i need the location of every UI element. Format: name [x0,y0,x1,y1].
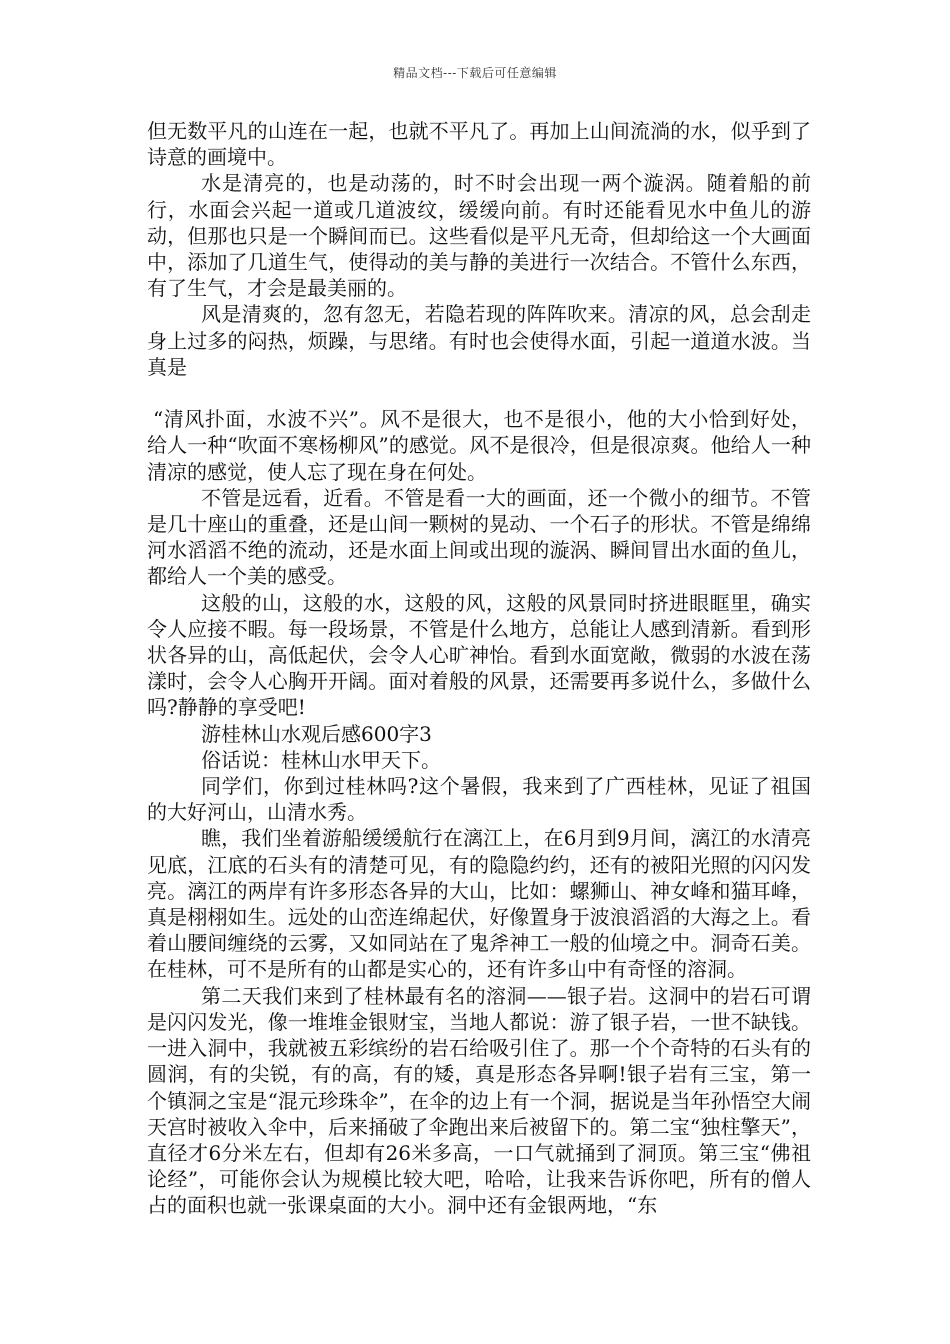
paragraph: 第二天我们来到了桂林最有名的溶洞——银子岩。这洞中的岩石可谓是闪闪发光，像一堆堆金银财宝，当地人都说：游了银子岩，一世不缺钱。一进入洞中，我就被五彩缤纷的岩石给吸引住了。那一个个奇特的石头有的圆润，有的尖锐，有的高，有的矮，真是形态各异啊!银子岩有三宝，第一个镇洞之宝是“混元珍珠伞”，在伞的边上有一个洞，据说是当年孙悟空大闹天宫时被收入伞中，后来捅破了伞跑出来后被留下的。第二宝“独柱擎天”，直径才6分米左右，但却有26米多高，一口气就捅到了洞顶。第三宝“佛祖论经”，可能你会认为规模比较大吧，哈哈，让我来告诉你吧，所有的僧人占的面积也就一张课桌面的大小。洞中还有金银两地，“东 [147,983,811,1218]
document-body [147,118,811,1219]
paragraph: 风是清爽的，忽有忽无，若隐若现的阵阵吹来。清凉的风，总会刮走身上过多的闷热，烦躁，与思绪。有时也会使得水面，引起一道道水波。当真是 [147,302,811,379]
paragraph: 瞧，我们坐着游船缓缓航行在漓江上，在6月到9月间，漓江的水清亮见底，江底的石头有的清楚可见，有的隐隐约约，还有的被阳光照的闪闪发亮。漓江的两岸有许多形态各异的大山，比如：螺狮山、神女峰和猫耳峰，真是栩栩如生。远处的山峦连绵起伏，好像置身于波浪滔滔的大海之上。看着山腰间缠绕的云雾，又如同站在了鬼斧神工一般的仙境之中。洞奇石美。在桂林，可不是所有的山都是实心的，还有许多山中有奇怪的溶洞。 [147,826,811,982]
paragraph: 不管是远看，近看。不管是看一大的画面，还一个微小的细节。不管是几十座山的重叠，还是山间一颗树的晃动、一个石子的形状。不管是绵绵河水滔滔不绝的流动，还是水面上间或出现的漩涡、瞬间冒出水面的鱼儿，都给人一个美的感受。 [147,485,811,589]
paragraph: 同学们，你到过桂林吗?这个暑假，我来到了广西桂林，见证了祖国的大好河山，山清水秀。 [147,774,811,825]
paragraph: 但无数平凡的山连在一起，也就不平凡了。再加上山间流淌的水，似乎到了诗意的画境中。 [147,119,811,170]
page-header: 精品文档---下载后可任意编辑 [393,66,557,80]
paragraph: 水是清亮的，也是动荡的，时不时会出现一两个漩涡。随着船的前行，水面会兴起一道或几道波纹，缓缓向前。有时还能看见水中鱼儿的游动，但那也只是一个瞬间而已。这些看似是平凡无奇，但却给这一个大画面中，添加了几道生气，使得动的美与静的美进行一次结合。不管什么东西，有了生气，才会是最美丽的。 [147,171,811,301]
paragraph: 这般的山，这般的水，这般的风，这般的风景同时挤进眼眶里，确实令人应接不暇。每一段场景，不管是什么地方，总能让人感到清新。看到形状各异的山，高低起伏，会令人心旷神怡。看到水面宽敞，微弱的水波在荡漾时，会令人心胸开开阔。面对着般的风景，还需要再多说什么，多做什么吗?静静的享受吧! [147,590,811,720]
paragraph: “清风扑面，水波不兴”。风不是很大，也不是很小，他的大小恰到好处，给人一种“吹面不寒杨柳风”的感觉。风不是很冷，但是很凉爽。他给人一种清凉的感觉，使人忘了现在身在何处。 [147,407,811,484]
section-heading: 游桂林山水观后感600字3 [201,721,432,746]
paragraph: 俗话说：桂林山水甲天下。 [201,747,441,772]
